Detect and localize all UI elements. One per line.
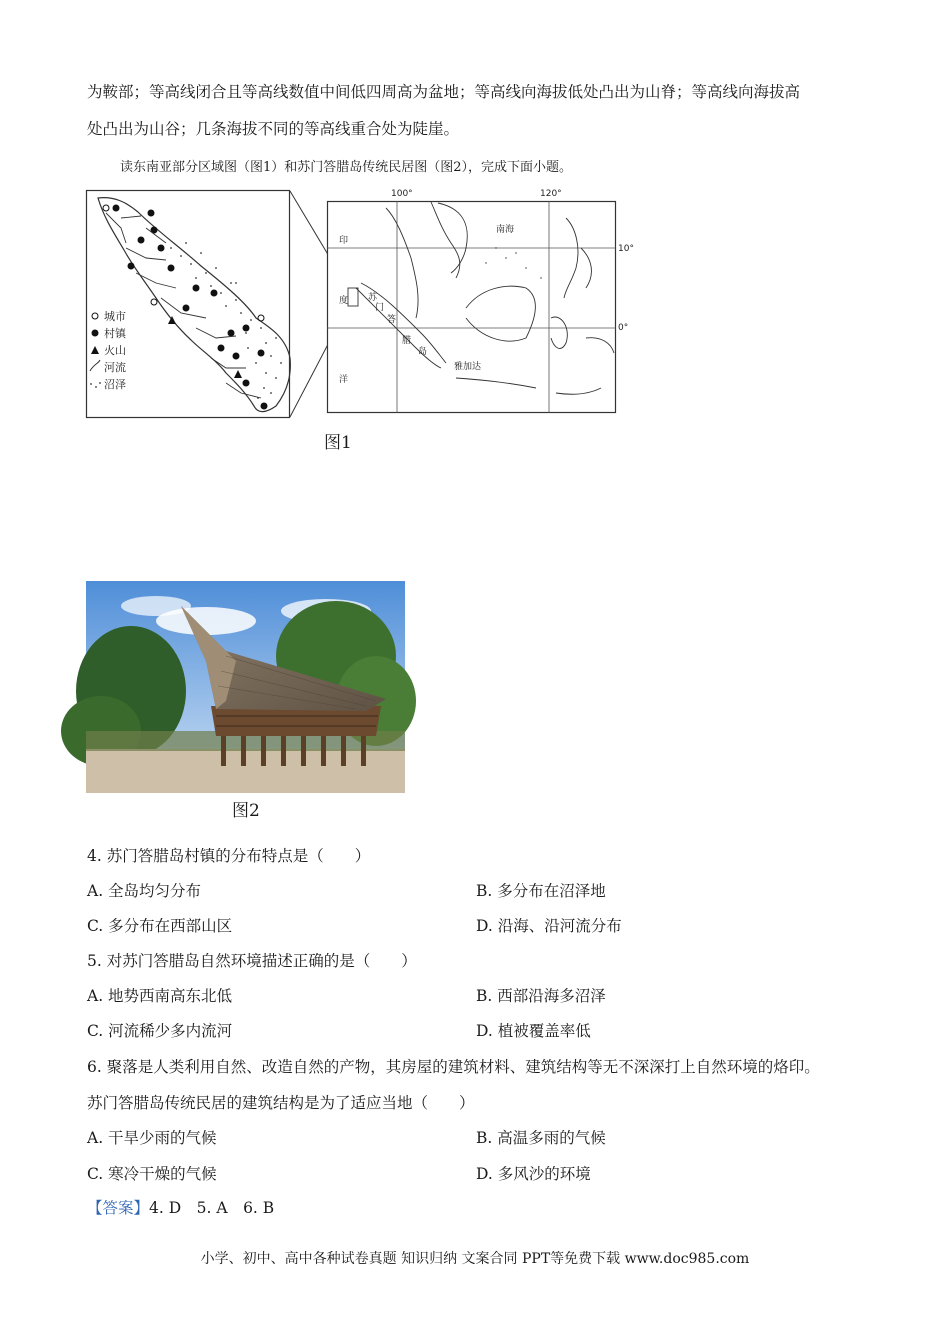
label-du: 度 [339, 296, 349, 306]
answer-tag: 【答案】 [87, 1199, 150, 1217]
question-4-stem: 4. 苏门答腊岛村镇的分布特点是（ ） [87, 847, 371, 865]
label-yin: 印 [339, 236, 349, 246]
label-south-sea: 南海 [496, 225, 515, 235]
question-4-option-a[interactable]: A. 全岛均匀分布 [87, 882, 202, 900]
question-5-option-c[interactable]: C. 河流稀少多内流河 [87, 1022, 233, 1040]
label-la: 腊 [402, 336, 412, 346]
answer-line [87, 1196, 274, 1218]
question-6-stem: 6. 聚落是人类利用自然、改造自然的产物，其房屋的建筑材料、建筑结构等无不深深打上自然环境的烙印。 [87, 1058, 820, 1076]
question-5-option-d[interactable]: D. 植被覆盖率低 [476, 1022, 591, 1040]
question-6-option-d[interactable]: D. 多风沙的环境 [476, 1165, 591, 1183]
question-4-option-c[interactable]: C. 多分布在西部山区 [87, 917, 233, 935]
legend-volcano: 火山 [104, 344, 126, 357]
question-6-stem-2: 苏门答腊岛传统民居的建筑结构是为了适应当地（ ） [87, 1094, 475, 1112]
label-men: 门 [375, 303, 385, 313]
question-6-option-c[interactable]: C. 寒冷干燥的气候 [87, 1165, 217, 1183]
legend-swamp: 沼泽 [104, 378, 126, 391]
intro-line-1: 为鞍部；等高线闭合且等高线数值中间低四周高为盆地；等高线向海拔低处凸出为山脊；等高线向海拔高 [87, 83, 801, 101]
question-6-option-a[interactable]: A. 干旱少雨的气候 [87, 1129, 217, 1147]
question-5-option-b[interactable]: B. 西部沿海多沼泽 [476, 987, 606, 1005]
question-4-option-b[interactable]: B. 多分布在沼泽地 [476, 882, 606, 900]
figure-1-caption: 图1 [324, 433, 352, 453]
question-5-option-a[interactable]: A. 地势西南高东北低 [87, 987, 233, 1005]
label-lat-10: 10° [618, 244, 634, 254]
label-su: 苏 [368, 293, 378, 303]
label-lat-0: 0° [618, 323, 629, 333]
figure-2-photo [86, 581, 405, 793]
label-dao: 岛 [418, 347, 428, 357]
label-jakarta: 雅加达 [454, 362, 482, 372]
label-da: 答 [387, 315, 397, 325]
question-6-option-b[interactable]: B. 高温多雨的气候 [476, 1129, 606, 1147]
label-lon-100: 100° [391, 189, 413, 199]
label-yang: 洋 [339, 375, 349, 385]
figure-1-map [86, 188, 634, 418]
question-5-stem: 5. 对苏门答腊岛自然环境描述正确的是（ ） [87, 952, 417, 970]
question-4-option-d[interactable]: D. 沿海、沿河流分布 [476, 917, 622, 935]
answer-text: 4. D 5. A 6. B [149, 1199, 275, 1217]
intro-line-3: 读东南亚部分区域图（图1）和苏门答腊岛传统民居图（图2），完成下面小题。 [120, 160, 573, 175]
legend-city: 城市 [104, 310, 126, 323]
label-lon-120: 120° [540, 189, 562, 199]
legend-river: 河流 [104, 361, 126, 374]
intro-line-2: 处凸出为山谷；几条海拔不同的等高线重合处为陡崖。 [87, 120, 460, 138]
figure-2-caption: 图2 [232, 801, 260, 821]
legend-village: 村镇 [104, 327, 126, 340]
page-footer: 小学、初中、高中各种试卷真题 知识归纳 文案合同 PPT等免费下载 www.doc985.com [200, 1251, 750, 1267]
